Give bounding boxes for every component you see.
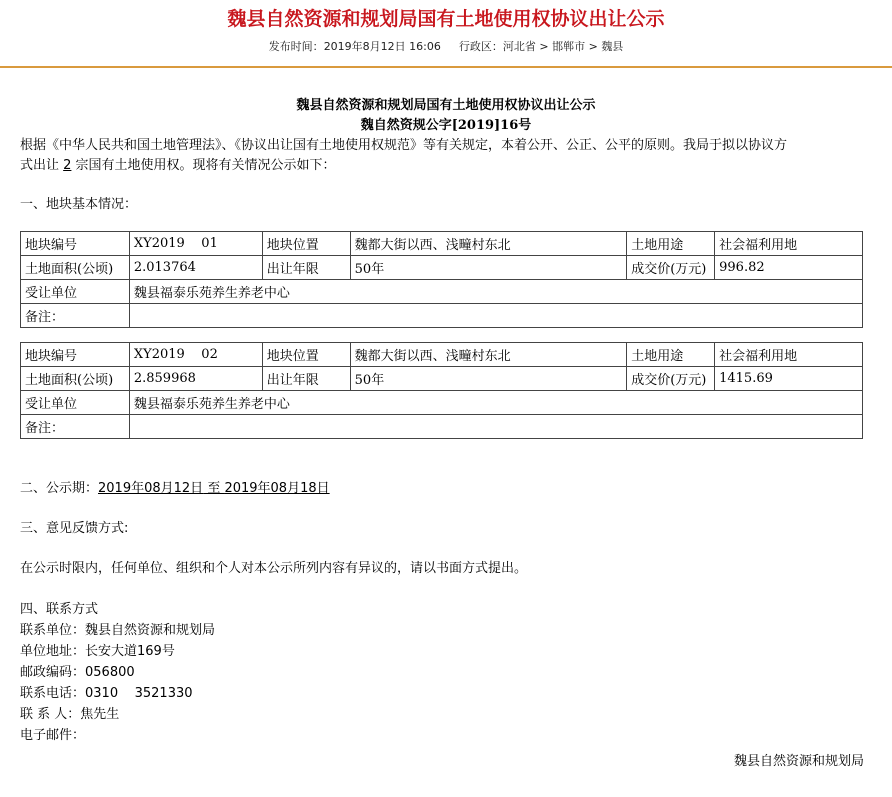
article-body <box>0 96 892 772</box>
section-3-heading: 三、意见反馈方式: <box>20 521 129 536</box>
region-province[interactable]: 河北省 <box>502 40 536 53</box>
contact-phone: 联系电话：0310 3521330 <box>20 686 193 701</box>
table-row <box>21 343 863 367</box>
section-2-publicity-period <box>20 479 872 499</box>
usage-value: 社会福利用地 <box>715 232 863 256</box>
area-value: 2.013764 <box>129 256 262 280</box>
parcel-no-label: 地块编号 <box>21 232 130 256</box>
usage-label: 土地用途 <box>627 343 715 367</box>
price-label: 成交价(万元) <box>627 367 715 391</box>
publish-time: 2019年8月12日 16:06 <box>323 40 441 53</box>
area-label: 土地面积(公顷) <box>21 256 130 280</box>
contact-address: 单位地址：长安大道169号 <box>20 644 175 659</box>
intro-line-1: 根据《中华人民共和国土地管理法》、《协议出让国有土地使用权规范》等有关规定，本着公开、公正、公平的原则。我局于拟以协议方 <box>20 138 788 153</box>
chevron-right-icon: > <box>539 40 549 53</box>
table-row <box>21 232 863 256</box>
location-label: 地块位置 <box>262 232 350 256</box>
price-label: 成交价(万元) <box>627 256 715 280</box>
price-value: 1415.69 <box>715 367 863 391</box>
contact-person: 联 系 人：焦先生 <box>20 707 120 722</box>
term-label: 出让年限 <box>262 367 350 391</box>
assignee-label: 受让单位 <box>21 280 130 304</box>
area-label: 土地面积(公顷) <box>21 367 130 391</box>
signature: 魏县自然资源和规划局 <box>733 754 864 769</box>
remark-label: 备注： <box>21 304 130 328</box>
assignee-label: 受让单位 <box>21 391 130 415</box>
table-row <box>21 367 863 391</box>
remark-value <box>129 304 862 328</box>
header-divider <box>0 66 892 68</box>
publish-label: 发布时间： <box>268 40 324 53</box>
remark-value <box>129 415 862 439</box>
term-value: 50年 <box>350 367 627 391</box>
table-row <box>21 304 863 328</box>
table-row <box>21 280 863 304</box>
period-start: 2019年08月12日 <box>98 481 204 496</box>
table-row <box>21 256 863 280</box>
intro-line-2: 式出让 2 宗国有土地使用权。现将有关情况公示如下： <box>20 158 336 173</box>
intro-paragraph <box>20 136 872 176</box>
section-2-label: 二、公示期： <box>20 481 99 496</box>
region-city[interactable]: 邯郸市 <box>552 40 586 53</box>
parcel-no-label: 地块编号 <box>21 343 130 367</box>
parcel-count: 2 <box>63 158 72 173</box>
parcel-table-2 <box>20 342 863 439</box>
document-number: 魏自然资规公字[2019]16号 <box>360 118 532 133</box>
assignee-value: 魏县福泰乐苑养生养老中心 <box>129 391 862 415</box>
term-label: 出让年限 <box>262 256 350 280</box>
region-county[interactable]: 魏县 <box>601 40 624 53</box>
remark-label: 备注： <box>21 415 130 439</box>
parcel-table-1 <box>20 231 863 328</box>
price-value: 996.82 <box>715 256 863 280</box>
parcel-no-value: XY2019 01 <box>129 232 262 256</box>
page-header <box>0 6 892 68</box>
usage-label: 土地用途 <box>627 232 715 256</box>
location-value: 魏都大街以西、浅疃村东北 <box>350 343 627 367</box>
area-value: 2.859968 <box>129 367 262 391</box>
section-1-heading: 一、地块基本情况： <box>20 197 138 212</box>
location-value: 魏都大街以西、浅疃村东北 <box>350 232 627 256</box>
table-row <box>21 391 863 415</box>
period-end: 2019年08月18日 <box>224 481 330 496</box>
meta-bar <box>0 36 892 58</box>
contact-unit: 联系单位：魏县自然资源和规划局 <box>20 623 216 638</box>
term-value: 50年 <box>350 256 627 280</box>
contact-postcode: 邮政编码：056800 <box>20 665 135 680</box>
usage-value: 社会福利用地 <box>715 343 863 367</box>
contact-email: 电子邮件： <box>20 728 86 743</box>
feedback-text: 在公示时限内，任何单位、组织和个人对本公示所列内容有异议的，请以书面方式提出。 <box>20 561 528 576</box>
table-row <box>21 415 863 439</box>
location-label: 地块位置 <box>262 343 350 367</box>
chevron-right-icon: > <box>588 40 598 53</box>
period-to: 至 <box>203 481 225 496</box>
assignee-value: 魏县福泰乐苑养生养老中心 <box>129 280 862 304</box>
page-title: 魏县自然资源和规划局国有土地使用权协议出让公示 <box>227 8 665 30</box>
contact-block <box>20 599 872 746</box>
section-4-heading: 四、联系方式 <box>20 602 99 617</box>
region-label: 行政区： <box>458 40 503 53</box>
document-title: 魏县自然资源和规划局国有土地使用权协议出让公示 <box>296 98 596 113</box>
parcel-no-value: XY2019 02 <box>129 343 262 367</box>
